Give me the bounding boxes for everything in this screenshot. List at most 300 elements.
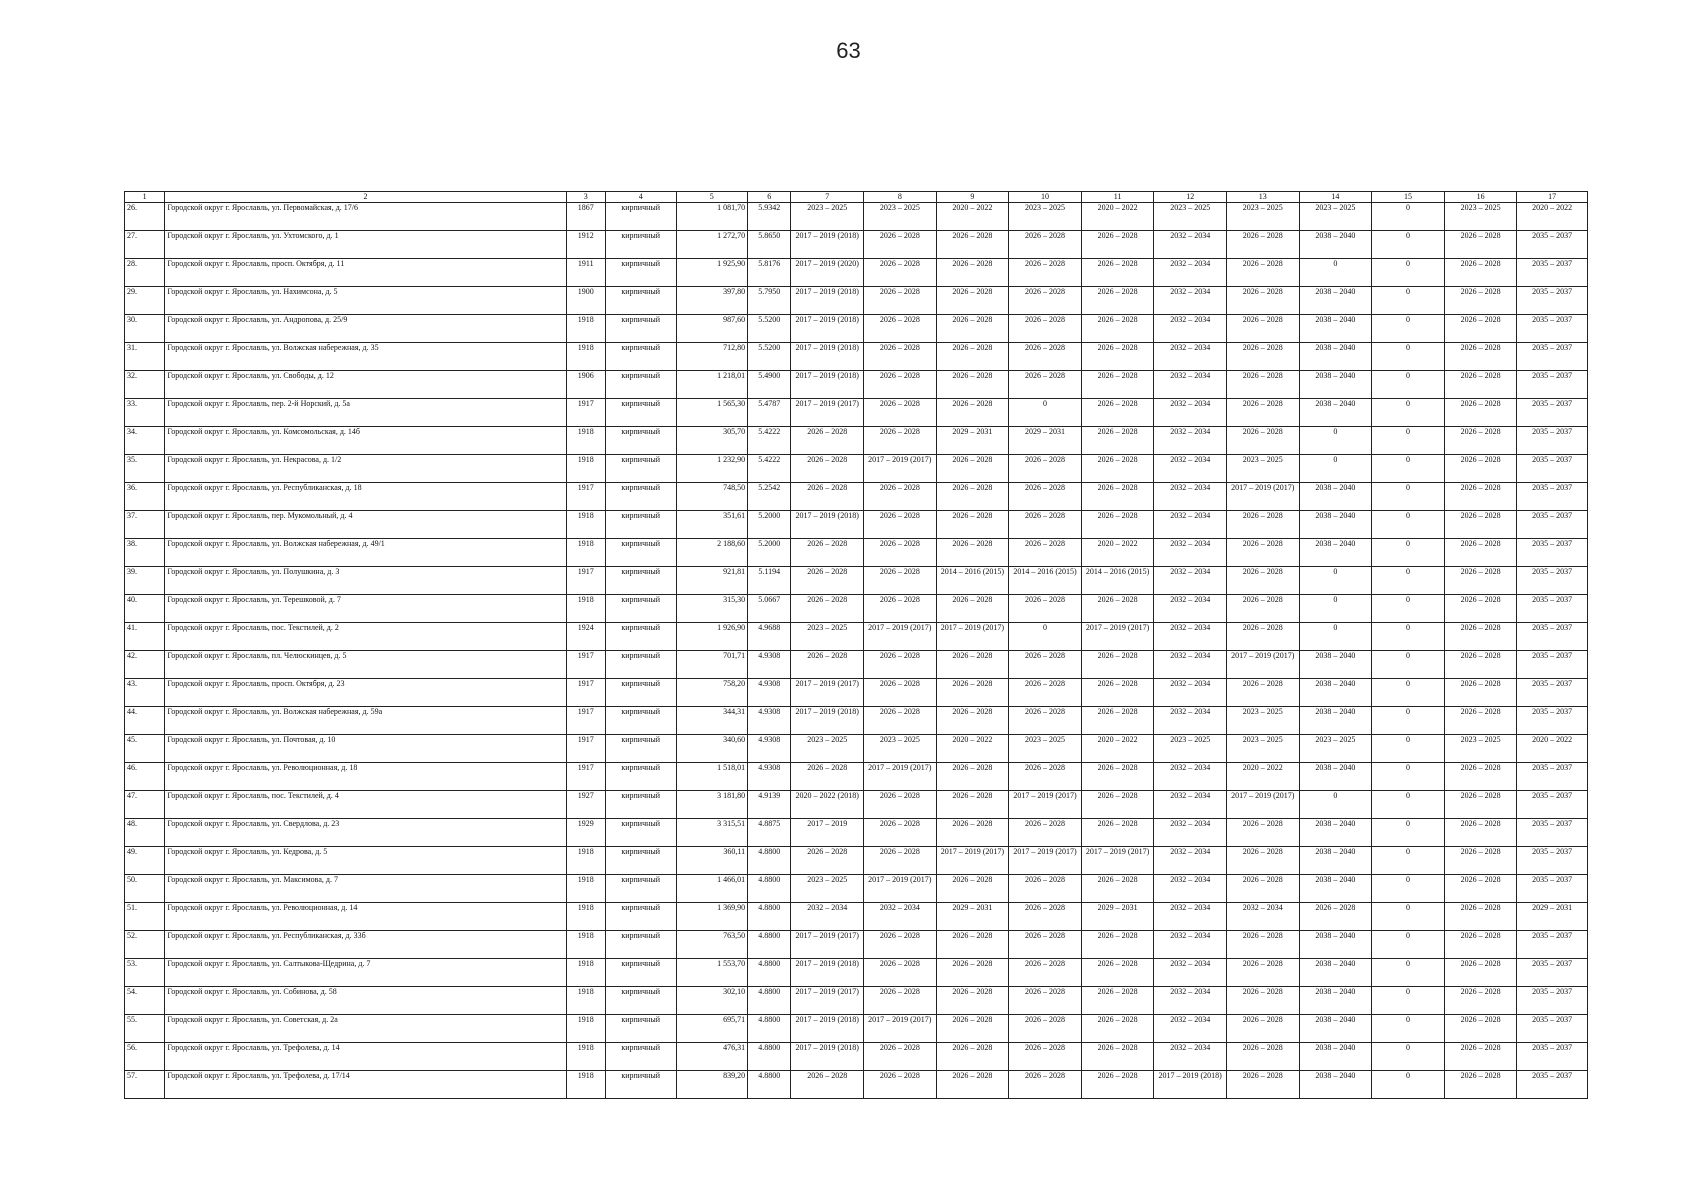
cell-period-14: 2038 – 2040 — [1299, 1043, 1372, 1071]
cell-period-15: 0 — [1372, 455, 1445, 483]
cell-period-17: 2020 – 2022 — [1517, 735, 1588, 763]
cell-period-9: 2026 – 2028 — [936, 343, 1009, 371]
cell-wall-material: кирпичный — [605, 287, 676, 315]
cell-row-number: 29. — [125, 287, 165, 315]
cell-period-11: 2026 – 2028 — [1081, 875, 1154, 903]
table-row — [125, 343, 1588, 371]
cell-period-8: 2026 – 2028 — [864, 819, 937, 847]
cell-period-8: 2026 – 2028 — [864, 511, 937, 539]
cell-row-number: 42. — [125, 651, 165, 679]
cell-period-13: 2026 – 2028 — [1226, 819, 1299, 847]
cell-period-7: 2026 – 2028 — [791, 539, 864, 567]
cell-period-16: 2026 – 2028 — [1444, 343, 1517, 371]
cell-period-9: 2029 – 2031 — [936, 427, 1009, 455]
cell-period-8: 2026 – 2028 — [864, 931, 937, 959]
cell-period-15: 0 — [1372, 791, 1445, 819]
cell-area: 305,70 — [676, 427, 748, 455]
table-row — [125, 259, 1588, 287]
cell-period-14: 0 — [1299, 623, 1372, 651]
cell-period-12: 2023 – 2025 — [1154, 735, 1227, 763]
cell-period-15: 0 — [1372, 819, 1445, 847]
cell-period-11: 2026 – 2028 — [1081, 343, 1154, 371]
cell-period-7: 2017 – 2019 — [791, 819, 864, 847]
cell-year-built: 1917 — [566, 735, 605, 763]
cell-period-13: 2026 – 2028 — [1226, 343, 1299, 371]
cell-period-15: 0 — [1372, 511, 1445, 539]
column-header-14: 14 — [1299, 192, 1372, 203]
cell-year-built: 1917 — [566, 483, 605, 511]
cell-period-11: 2026 – 2028 — [1081, 315, 1154, 343]
cell-year-built: 1917 — [566, 399, 605, 427]
cell-address: Городской округ г. Ярославль, ул. Терешковой, д. 7 — [165, 595, 566, 623]
cell-address: Городской округ г. Ярославль, ул. Революционная, д. 18 — [165, 763, 566, 791]
cell-period-10: 2026 – 2028 — [1009, 287, 1082, 315]
cell-period-12: 2032 – 2034 — [1154, 903, 1227, 931]
cell-period-14: 2023 – 2025 — [1299, 735, 1372, 763]
cell-period-14: 2038 – 2040 — [1299, 399, 1372, 427]
table-row — [125, 735, 1588, 763]
cell-period-8: 2017 – 2019 (2017) — [864, 875, 937, 903]
cell-period-7: 2023 – 2025 — [791, 623, 864, 651]
cell-period-14: 2038 – 2040 — [1299, 847, 1372, 875]
table-row — [125, 595, 1588, 623]
cell-area: 701,71 — [676, 651, 748, 679]
cell-period-16: 2026 – 2028 — [1444, 399, 1517, 427]
cell-score: 5.2000 — [748, 511, 791, 539]
cell-area: 763,50 — [676, 931, 748, 959]
cell-period-16: 2026 – 2028 — [1444, 875, 1517, 903]
cell-score: 4.8800 — [748, 931, 791, 959]
cell-period-8: 2017 – 2019 (2017) — [864, 623, 937, 651]
cell-row-number: 37. — [125, 511, 165, 539]
cell-period-9: 2026 – 2028 — [936, 539, 1009, 567]
cell-address: Городской округ г. Ярославль, ул. Революционная, д. 14 — [165, 903, 566, 931]
cell-row-number: 32. — [125, 371, 165, 399]
cell-period-13: 2017 – 2019 (2017) — [1226, 483, 1299, 511]
cell-score: 5.4787 — [748, 399, 791, 427]
cell-period-11: 2026 – 2028 — [1081, 399, 1154, 427]
cell-wall-material: кирпичный — [605, 371, 676, 399]
cell-period-12: 2032 – 2034 — [1154, 959, 1227, 987]
cell-period-8: 2026 – 2028 — [864, 427, 937, 455]
cell-period-16: 2026 – 2028 — [1444, 287, 1517, 315]
cell-period-7: 2017 – 2019 (2018) — [791, 959, 864, 987]
cell-period-10: 2017 – 2019 (2017) — [1009, 847, 1082, 875]
cell-period-8: 2026 – 2028 — [864, 483, 937, 511]
cell-area: 1 218,01 — [676, 371, 748, 399]
table-row — [125, 847, 1588, 875]
cell-period-14: 2038 – 2040 — [1299, 287, 1372, 315]
cell-period-12: 2032 – 2034 — [1154, 651, 1227, 679]
cell-period-8: 2023 – 2025 — [864, 735, 937, 763]
cell-period-10: 2026 – 2028 — [1009, 651, 1082, 679]
cell-period-16: 2026 – 2028 — [1444, 707, 1517, 735]
cell-period-12: 2032 – 2034 — [1154, 399, 1227, 427]
cell-score: 4.9308 — [748, 735, 791, 763]
cell-wall-material: кирпичный — [605, 399, 676, 427]
cell-period-11: 2017 – 2019 (2017) — [1081, 847, 1154, 875]
cell-period-7: 2020 – 2022 (2018) — [791, 791, 864, 819]
cell-period-15: 0 — [1372, 539, 1445, 567]
cell-period-13: 2026 – 2028 — [1226, 371, 1299, 399]
cell-year-built: 1917 — [566, 707, 605, 735]
cell-period-11: 2026 – 2028 — [1081, 1071, 1154, 1099]
table-row — [125, 819, 1588, 847]
cell-area: 1 565,30 — [676, 399, 748, 427]
cell-row-number: 54. — [125, 987, 165, 1015]
cell-period-7: 2023 – 2025 — [791, 735, 864, 763]
cell-wall-material: кирпичный — [605, 1015, 676, 1043]
cell-period-15: 0 — [1372, 399, 1445, 427]
column-header-5: 5 — [676, 192, 748, 203]
table-row — [125, 371, 1588, 399]
table-row — [125, 455, 1588, 483]
cell-area: 344,31 — [676, 707, 748, 735]
cell-address: Городской округ г. Ярославль, ул. Свободы, д. 12 — [165, 371, 566, 399]
cell-period-7: 2017 – 2019 (2017) — [791, 987, 864, 1015]
cell-period-14: 2026 – 2028 — [1299, 903, 1372, 931]
cell-period-14: 0 — [1299, 427, 1372, 455]
cell-period-15: 0 — [1372, 483, 1445, 511]
cell-period-13: 2023 – 2025 — [1226, 735, 1299, 763]
cell-period-13: 2026 – 2028 — [1226, 679, 1299, 707]
cell-period-13: 2017 – 2019 (2017) — [1226, 791, 1299, 819]
cell-row-number: 40. — [125, 595, 165, 623]
cell-address: Городской округ г. Ярославль, ул. Трефолева, д. 17/14 — [165, 1071, 566, 1099]
table-header-row — [125, 192, 1588, 203]
cell-period-10: 2026 – 2028 — [1009, 315, 1082, 343]
cell-wall-material: кирпичный — [605, 1043, 676, 1071]
cell-wall-material: кирпичный — [605, 203, 676, 231]
column-header-16: 16 — [1444, 192, 1517, 203]
column-header-8: 8 — [864, 192, 937, 203]
cell-period-14: 0 — [1299, 595, 1372, 623]
cell-row-number: 53. — [125, 959, 165, 987]
cell-wall-material: кирпичный — [605, 819, 676, 847]
cell-row-number: 33. — [125, 399, 165, 427]
cell-area: 1 925,90 — [676, 259, 748, 287]
cell-period-17: 2035 – 2037 — [1517, 539, 1588, 567]
column-header-4: 4 — [605, 192, 676, 203]
cell-period-9: 2026 – 2028 — [936, 679, 1009, 707]
cell-score: 5.1194 — [748, 567, 791, 595]
cell-period-17: 2035 – 2037 — [1517, 651, 1588, 679]
cell-period-9: 2026 – 2028 — [936, 791, 1009, 819]
cell-year-built: 1918 — [566, 903, 605, 931]
cell-area: 1 518,01 — [676, 763, 748, 791]
cell-period-15: 0 — [1372, 875, 1445, 903]
cell-row-number: 26. — [125, 203, 165, 231]
cell-year-built: 1911 — [566, 259, 605, 287]
cell-period-15: 0 — [1372, 567, 1445, 595]
cell-period-16: 2026 – 2028 — [1444, 483, 1517, 511]
cell-score: 4.8800 — [748, 959, 791, 987]
cell-period-12: 2032 – 2034 — [1154, 455, 1227, 483]
cell-period-7: 2026 – 2028 — [791, 847, 864, 875]
cell-period-11: 2026 – 2028 — [1081, 791, 1154, 819]
cell-area: 748,50 — [676, 483, 748, 511]
cell-address: Городской округ г. Ярославль, ул. Ухтомского, д. 1 — [165, 231, 566, 259]
cell-period-17: 2035 – 2037 — [1517, 623, 1588, 651]
cell-period-12: 2032 – 2034 — [1154, 427, 1227, 455]
cell-score: 5.9342 — [748, 203, 791, 231]
cell-period-17: 2035 – 2037 — [1517, 315, 1588, 343]
cell-period-16: 2026 – 2028 — [1444, 959, 1517, 987]
cell-year-built: 1918 — [566, 511, 605, 539]
cell-period-8: 2026 – 2028 — [864, 791, 937, 819]
column-header-15: 15 — [1372, 192, 1445, 203]
cell-year-built: 1918 — [566, 931, 605, 959]
cell-period-11: 2014 – 2016 (2015) — [1081, 567, 1154, 595]
cell-score: 4.8800 — [748, 987, 791, 1015]
cell-period-13: 2026 – 2028 — [1226, 231, 1299, 259]
cell-period-8: 2026 – 2028 — [864, 371, 937, 399]
cell-period-17: 2035 – 2037 — [1517, 511, 1588, 539]
cell-period-10: 2017 – 2019 (2017) — [1009, 791, 1082, 819]
cell-period-8: 2026 – 2028 — [864, 679, 937, 707]
cell-period-17: 2035 – 2037 — [1517, 231, 1588, 259]
cell-row-number: 28. — [125, 259, 165, 287]
table-row — [125, 315, 1588, 343]
cell-year-built: 1929 — [566, 819, 605, 847]
cell-period-12: 2017 – 2019 (2018) — [1154, 1071, 1227, 1099]
cell-year-built: 1918 — [566, 875, 605, 903]
cell-score: 4.8800 — [748, 1071, 791, 1099]
cell-address: Городской округ г. Ярославль, ул. Салтыкова-Щедрина, д. 7 — [165, 959, 566, 987]
cell-period-15: 0 — [1372, 651, 1445, 679]
cell-period-13: 2017 – 2019 (2017) — [1226, 651, 1299, 679]
table-row — [125, 567, 1588, 595]
cell-area: 3 181,80 — [676, 791, 748, 819]
cell-period-13: 2026 – 2028 — [1226, 511, 1299, 539]
table-row — [125, 511, 1588, 539]
cell-period-9: 2026 – 2028 — [936, 931, 1009, 959]
cell-period-15: 0 — [1372, 287, 1445, 315]
cell-period-13: 2026 – 2028 — [1226, 539, 1299, 567]
cell-period-9: 2026 – 2028 — [936, 399, 1009, 427]
cell-period-16: 2026 – 2028 — [1444, 763, 1517, 791]
cell-period-13: 2026 – 2028 — [1226, 259, 1299, 287]
cell-period-8: 2026 – 2028 — [864, 651, 937, 679]
cell-period-13: 2026 – 2028 — [1226, 315, 1299, 343]
cell-period-10: 2026 – 2028 — [1009, 959, 1082, 987]
cell-period-9: 2026 – 2028 — [936, 455, 1009, 483]
cell-area: 1 081,70 — [676, 203, 748, 231]
cell-period-11: 2026 – 2028 — [1081, 959, 1154, 987]
cell-area: 1 369,90 — [676, 903, 748, 931]
cell-area: 921,81 — [676, 567, 748, 595]
cell-period-7: 2017 – 2019 (2020) — [791, 259, 864, 287]
cell-score: 4.8875 — [748, 819, 791, 847]
column-header-11: 11 — [1081, 192, 1154, 203]
cell-period-10: 2014 – 2016 (2015) — [1009, 567, 1082, 595]
cell-address: Городской округ г. Ярославль, пос. Текстилей, д. 4 — [165, 791, 566, 819]
cell-period-16: 2026 – 2028 — [1444, 1015, 1517, 1043]
cell-period-9: 2020 – 2022 — [936, 203, 1009, 231]
cell-period-11: 2026 – 2028 — [1081, 287, 1154, 315]
cell-wall-material: кирпичный — [605, 903, 676, 931]
cell-period-16: 2026 – 2028 — [1444, 259, 1517, 287]
cell-period-13: 2026 – 2028 — [1226, 623, 1299, 651]
cell-year-built: 1918 — [566, 847, 605, 875]
cell-period-8: 2026 – 2028 — [864, 595, 937, 623]
cell-score: 4.8800 — [748, 1015, 791, 1043]
cell-period-12: 2032 – 2034 — [1154, 483, 1227, 511]
page-number: 63 — [836, 38, 861, 63]
cell-year-built: 1900 — [566, 287, 605, 315]
cell-area: 3 315,51 — [676, 819, 748, 847]
cell-score: 5.7950 — [748, 287, 791, 315]
cell-period-16: 2026 – 2028 — [1444, 679, 1517, 707]
column-header-7: 7 — [791, 192, 864, 203]
cell-year-built: 1867 — [566, 203, 605, 231]
cell-period-7: 2026 – 2028 — [791, 763, 864, 791]
cell-period-15: 0 — [1372, 371, 1445, 399]
cell-period-15: 0 — [1372, 931, 1445, 959]
cell-period-11: 2020 – 2022 — [1081, 539, 1154, 567]
cell-period-17: 2020 – 2022 — [1517, 203, 1588, 231]
cell-wall-material: кирпичный — [605, 623, 676, 651]
cell-wall-material: кирпичный — [605, 595, 676, 623]
cell-period-11: 2026 – 2028 — [1081, 259, 1154, 287]
cell-score: 4.9688 — [748, 623, 791, 651]
cell-period-8: 2026 – 2028 — [864, 987, 937, 1015]
cell-period-17: 2035 – 2037 — [1517, 763, 1588, 791]
cell-year-built: 1918 — [566, 539, 605, 567]
cell-period-10: 2026 – 2028 — [1009, 231, 1082, 259]
table-row — [125, 1043, 1588, 1071]
cell-period-15: 0 — [1372, 1071, 1445, 1099]
cell-year-built: 1917 — [566, 679, 605, 707]
cell-period-11: 2026 – 2028 — [1081, 763, 1154, 791]
cell-period-9: 2026 – 2028 — [936, 651, 1009, 679]
cell-period-10: 2026 – 2028 — [1009, 679, 1082, 707]
column-header-2: 2 — [165, 192, 566, 203]
cell-address: Городской округ г. Ярославль, пер. 2-й Норский, д. 5а — [165, 399, 566, 427]
cell-period-12: 2032 – 2034 — [1154, 595, 1227, 623]
cell-period-8: 2026 – 2028 — [864, 959, 937, 987]
cell-area: 712,80 — [676, 343, 748, 371]
cell-period-12: 2032 – 2034 — [1154, 315, 1227, 343]
cell-period-12: 2032 – 2034 — [1154, 819, 1227, 847]
cell-wall-material: кирпичный — [605, 1071, 676, 1099]
cell-area: 340,60 — [676, 735, 748, 763]
cell-period-11: 2026 – 2028 — [1081, 1043, 1154, 1071]
column-header-3: 3 — [566, 192, 605, 203]
cell-period-13: 2026 – 2028 — [1226, 567, 1299, 595]
cell-period-16: 2026 – 2028 — [1444, 791, 1517, 819]
cell-score: 5.8176 — [748, 259, 791, 287]
cell-score: 4.8800 — [748, 1043, 791, 1071]
cell-score: 5.4222 — [748, 427, 791, 455]
cell-period-8: 2026 – 2028 — [864, 539, 937, 567]
cell-period-8: 2026 – 2028 — [864, 287, 937, 315]
cell-period-10: 2026 – 2028 — [1009, 511, 1082, 539]
cell-period-12: 2032 – 2034 — [1154, 679, 1227, 707]
cell-period-17: 2035 – 2037 — [1517, 959, 1588, 987]
cell-period-15: 0 — [1372, 343, 1445, 371]
table-row — [125, 203, 1588, 231]
cell-area: 1 926,90 — [676, 623, 748, 651]
cell-period-16: 2026 – 2028 — [1444, 819, 1517, 847]
cell-period-7: 2032 – 2034 — [791, 903, 864, 931]
cell-wall-material: кирпичный — [605, 959, 676, 987]
cell-wall-material: кирпичный — [605, 455, 676, 483]
cell-period-9: 2026 – 2028 — [936, 371, 1009, 399]
cell-score: 5.4222 — [748, 455, 791, 483]
column-header-17: 17 — [1517, 192, 1588, 203]
cell-period-15: 0 — [1372, 595, 1445, 623]
cell-period-8: 2023 – 2025 — [864, 203, 937, 231]
cell-period-14: 2038 – 2040 — [1299, 1071, 1372, 1099]
cell-period-10: 2026 – 2028 — [1009, 371, 1082, 399]
cell-area: 1 272,70 — [676, 231, 748, 259]
cell-period-8: 2032 – 2034 — [864, 903, 937, 931]
cell-area: 695,71 — [676, 1015, 748, 1043]
cell-address: Городской округ г. Ярославль, ул. Трефолева, д. 14 — [165, 1043, 566, 1071]
cell-period-9: 2026 – 2028 — [936, 1015, 1009, 1043]
cell-period-16: 2026 – 2028 — [1444, 427, 1517, 455]
cell-score: 5.5200 — [748, 315, 791, 343]
cell-period-10: 2023 – 2025 — [1009, 203, 1082, 231]
cell-wall-material: кирпичный — [605, 791, 676, 819]
cell-period-16: 2023 – 2025 — [1444, 203, 1517, 231]
table-row — [125, 399, 1588, 427]
cell-period-11: 2026 – 2028 — [1081, 651, 1154, 679]
cell-period-17: 2035 – 2037 — [1517, 595, 1588, 623]
cell-period-12: 2032 – 2034 — [1154, 1015, 1227, 1043]
cell-year-built: 1918 — [566, 315, 605, 343]
cell-area: 397,80 — [676, 287, 748, 315]
cell-period-11: 2026 – 2028 — [1081, 1015, 1154, 1043]
cell-period-14: 2038 – 2040 — [1299, 539, 1372, 567]
cell-address: Городской округ г. Ярославль, ул. Волжская набережная, д. 35 — [165, 343, 566, 371]
cell-period-7: 2026 – 2028 — [791, 427, 864, 455]
cell-period-15: 0 — [1372, 427, 1445, 455]
cell-period-11: 2029 – 2031 — [1081, 903, 1154, 931]
cell-year-built: 1918 — [566, 595, 605, 623]
cell-period-17: 2035 – 2037 — [1517, 259, 1588, 287]
cell-period-7: 2026 – 2028 — [791, 567, 864, 595]
cell-period-17: 2035 – 2037 — [1517, 679, 1588, 707]
cell-period-14: 2038 – 2040 — [1299, 1015, 1372, 1043]
cell-row-number: 43. — [125, 679, 165, 707]
cell-period-11: 2020 – 2022 — [1081, 203, 1154, 231]
cell-year-built: 1918 — [566, 987, 605, 1015]
cell-period-13: 2026 – 2028 — [1226, 959, 1299, 987]
cell-period-9: 2026 – 2028 — [936, 231, 1009, 259]
cell-period-15: 0 — [1372, 1043, 1445, 1071]
cell-period-14: 2038 – 2040 — [1299, 875, 1372, 903]
cell-period-8: 2026 – 2028 — [864, 847, 937, 875]
cell-row-number: 35. — [125, 455, 165, 483]
cell-address: Городской округ г. Ярославль, ул. Свердлова, д. 23 — [165, 819, 566, 847]
cell-period-15: 0 — [1372, 847, 1445, 875]
cell-row-number: 30. — [125, 315, 165, 343]
cell-period-12: 2032 – 2034 — [1154, 763, 1227, 791]
cell-period-14: 2038 – 2040 — [1299, 987, 1372, 1015]
cell-period-10: 0 — [1009, 623, 1082, 651]
cell-period-13: 2026 – 2028 — [1226, 427, 1299, 455]
cell-period-17: 2035 – 2037 — [1517, 1043, 1588, 1071]
cell-period-7: 2017 – 2019 (2018) — [791, 1043, 864, 1071]
cell-period-11: 2026 – 2028 — [1081, 371, 1154, 399]
cell-period-11: 2017 – 2019 (2017) — [1081, 623, 1154, 651]
table-row — [125, 903, 1588, 931]
cell-address: Городской округ г. Ярославль, пл. Челюскинцев, д. 5 — [165, 651, 566, 679]
cell-period-17: 2035 – 2037 — [1517, 1015, 1588, 1043]
cell-period-7: 2017 – 2019 (2018) — [791, 287, 864, 315]
